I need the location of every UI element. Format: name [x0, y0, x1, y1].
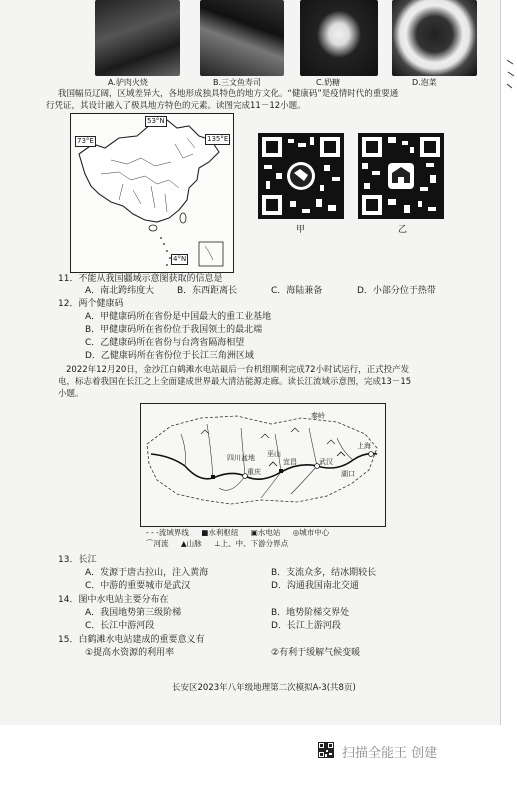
intro-line-1: 我国幅员辽阔，区域差异大，各地形成独具特色的地方文化。“健康码”是疫情时代的重要通 — [58, 89, 399, 99]
segment-point-icon: ⊥ — [214, 539, 221, 548]
scanner-brand-watermark: 扫描全能王 创建 — [342, 746, 438, 761]
hydro-station-icon: ▣ — [250, 528, 258, 537]
q12-option-d: D．乙健康码所在省份位于长江三角洲区域 — [85, 351, 254, 361]
label-qinling: 秦岭 — [311, 412, 325, 420]
legend-river: 河流 — [153, 539, 169, 548]
legend-row-2 — [146, 538, 288, 550]
q15-option-2: ②有利于缓解气候变暖 — [271, 648, 361, 658]
passage2-line-1: 2022年12月20日，金沙江白鹤滩水电站最后一台机组顺利完成72小时试运行，正式投产发 — [66, 365, 410, 375]
q14-option-d: D．长江上游河段 — [271, 621, 341, 631]
label-shanghai: 上海 — [357, 442, 371, 450]
q11-option-c: C．海陆兼备 — [271, 286, 323, 296]
legend-segments: 上、中、下游分界点 — [220, 539, 289, 548]
label-hukou: 湖口 — [341, 470, 355, 478]
caption-a: A.驴肉火烧 — [108, 78, 148, 87]
q14-option-a: A．我国地势第三级阶梯 — [85, 608, 182, 618]
q14-option-c: C．长江中游河段 — [85, 621, 155, 631]
qr-label-jia: 甲 — [296, 225, 306, 235]
binding-edge-marks — [503, 0, 517, 110]
scanner-qr-icon — [318, 742, 334, 758]
label-53n: 53°N — [147, 117, 165, 125]
q11-option-a: A．南北跨纬度大 — [85, 286, 155, 296]
q12-option-a: A．甲健康码所在省份是中国最大的重工业基地 — [85, 312, 272, 322]
photo-donkey-burger — [95, 0, 180, 76]
q13-option-a: A．发源于唐古拉山，注入黄海 — [85, 568, 209, 578]
q13-option-d: D．沟通我国南北交通 — [271, 581, 359, 591]
label-73e: 73°E — [77, 137, 94, 145]
legend-boundary-mark: - - - — [146, 528, 159, 537]
q14-stem: 14．图中水电站主要分布在 — [58, 595, 169, 605]
health-code-yi — [358, 133, 444, 219]
health-code-jia — [258, 133, 344, 219]
label-chongqing: 重庆 — [247, 468, 261, 476]
q12-stem: 12．两个健康码 — [58, 299, 124, 309]
q13-option-c: C．中游的重要城市是武汉 — [85, 581, 191, 591]
page-footer: 长安区2023年八年级地理第二次模拟A-3(共8页) — [172, 683, 356, 693]
river-icon: ⌒ — [146, 539, 154, 548]
label-yichang: 宜昌 — [283, 458, 297, 466]
label-sichuan: 四川盆地 — [227, 454, 255, 462]
legend-city: 城市中心 — [299, 528, 330, 537]
qr-label-yi: 乙 — [398, 225, 408, 235]
q12-option-b: B．甲健康码所在省份位于我国领土的最北端 — [85, 325, 263, 335]
photo-kimchi — [392, 0, 477, 76]
label-135e: 135°E — [207, 135, 229, 143]
q13-option-b: B．支流众多，结冰期较长 — [271, 568, 377, 578]
page-edge — [500, 0, 501, 725]
q15-stem: 15．白鹤滩水电站建成的重要意义有 — [58, 635, 205, 645]
caption-b: B.三文鱼寿司 — [213, 78, 262, 87]
mountain-icon: ▲ — [180, 539, 187, 548]
yangtze-map-drawing — [141, 404, 385, 526]
caption-d: D.泡菜 — [412, 78, 437, 87]
hydro-hub-icon: ■ — [201, 528, 209, 537]
label-wuhan: 武汉 — [319, 458, 333, 466]
label-wu: 巫山 — [267, 450, 281, 458]
q12-option-c: C．乙健康码所在省份与台湾省隔海相望 — [85, 338, 245, 348]
q11-stem: 11．不能从我国疆域示意图获取的信息是 — [58, 274, 223, 284]
legend-boundary: 流域界线 — [158, 528, 189, 537]
q13-stem: 13．长江 — [58, 555, 97, 565]
q11-option-d: D．小部分位于热带 — [357, 286, 436, 296]
q14-option-b: B．地势阶梯交界处 — [271, 608, 350, 618]
photo-salmon-sushi — [200, 0, 284, 76]
legend-mountain: 山脉 — [186, 539, 202, 548]
legend-hub: 水利枢纽 — [208, 528, 239, 537]
q11-option-b: B．东西距离长 — [177, 286, 238, 296]
passage2-line-3: 小题。 — [58, 389, 84, 399]
yangtze-basin-map — [140, 403, 386, 527]
intro-line-2: 行凭证，其设计融入了极具地方特色的元素。读图完成11－12小题。 — [46, 101, 306, 111]
caption-c: C.奶糖 — [316, 78, 341, 87]
label-4n: 4°N — [173, 255, 187, 263]
city-center-icon: ◎ — [292, 528, 300, 537]
china-territory-map — [70, 113, 234, 273]
q15-option-1: ①提高水资源的利用率 — [85, 648, 175, 658]
passage2-line-2: 电，标志着我国在长江之上全面建成世界最大清洁能源走廊。读长江流域示意图，完成13－15 — [58, 377, 412, 387]
legend-station: 水电站 — [257, 528, 281, 537]
photo-milk-candy — [300, 0, 378, 76]
